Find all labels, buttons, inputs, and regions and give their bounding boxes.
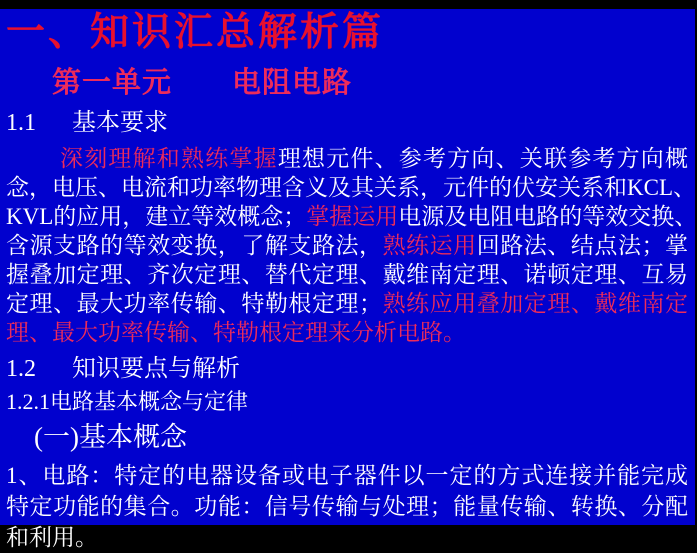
body-text: 和利用。 <box>6 525 98 550</box>
body-text: 电源及电阻电路的等效交换、 <box>398 204 697 229</box>
text-line <box>6 318 688 347</box>
body-text: 握叠加定理、齐次定理、替代定理、戴维南定理、诺顿定理、互易 <box>6 262 688 287</box>
text-line <box>6 460 688 491</box>
text-line <box>6 491 688 522</box>
slide <box>0 9 697 550</box>
body-text: 理想元件、参考方向、关联参考方向概 <box>277 146 689 171</box>
section-1-1-label: 基本要求 <box>72 110 168 136</box>
section-1-1-heading <box>6 109 695 137</box>
definition-paragraph <box>6 460 688 553</box>
body-text: 念，电压、电流和功率物理含义及其关系，元件的伏安关系和KCL、 <box>6 175 696 200</box>
text-line <box>6 522 688 553</box>
text-line <box>6 260 688 289</box>
section-1-2-number: 1.2 <box>6 356 36 382</box>
slide-title: 一、知识汇总解析篇 <box>6 11 385 54</box>
emphasis-text: 理、最大功率传输、特勒根定理来分析电路。 <box>6 320 466 345</box>
body-text: 回路法、结点法；掌 <box>476 233 689 258</box>
section-1-2-label: 知识要点与解析 <box>72 356 240 382</box>
emphasis-text: 掌握运用 <box>306 204 399 229</box>
requirements-paragraph <box>6 144 697 347</box>
section-1-1-number: 1.1 <box>6 110 36 136</box>
emphasis-text: 熟练运用 <box>382 233 477 258</box>
text-line <box>6 289 688 318</box>
text-line <box>6 231 688 260</box>
basic-concepts-heading: (一)基本概念 <box>34 422 187 452</box>
emphasis-text: 熟练应用叠加定理、戴维南定 <box>382 291 689 316</box>
body-text: 特定功能的集合。功能：信号传输与处理；能量传输、转换、分配 <box>6 494 688 519</box>
body-text: 定理、最大功率传输、特勒根定理； <box>6 291 383 316</box>
text-line <box>6 173 696 202</box>
body-text: 含源支路的等效变换，了解支路法， <box>6 233 383 258</box>
text-line <box>6 144 688 173</box>
body-text: KVL的应用，建立等效概念； <box>6 204 307 229</box>
section-1-2-heading <box>6 355 695 383</box>
slide-subtitle: 第一单元 电阻电路 <box>52 67 353 99</box>
body-text: 1、电路：特定的电器设备或电子器件以一定的方式连接并能完成 <box>6 463 688 488</box>
section-1-2-1-heading: 1.2.1电路基本概念与定律 <box>6 389 249 414</box>
text-line <box>6 202 697 231</box>
emphasis-text: 深刻理解和熟练掌握 <box>60 146 278 171</box>
